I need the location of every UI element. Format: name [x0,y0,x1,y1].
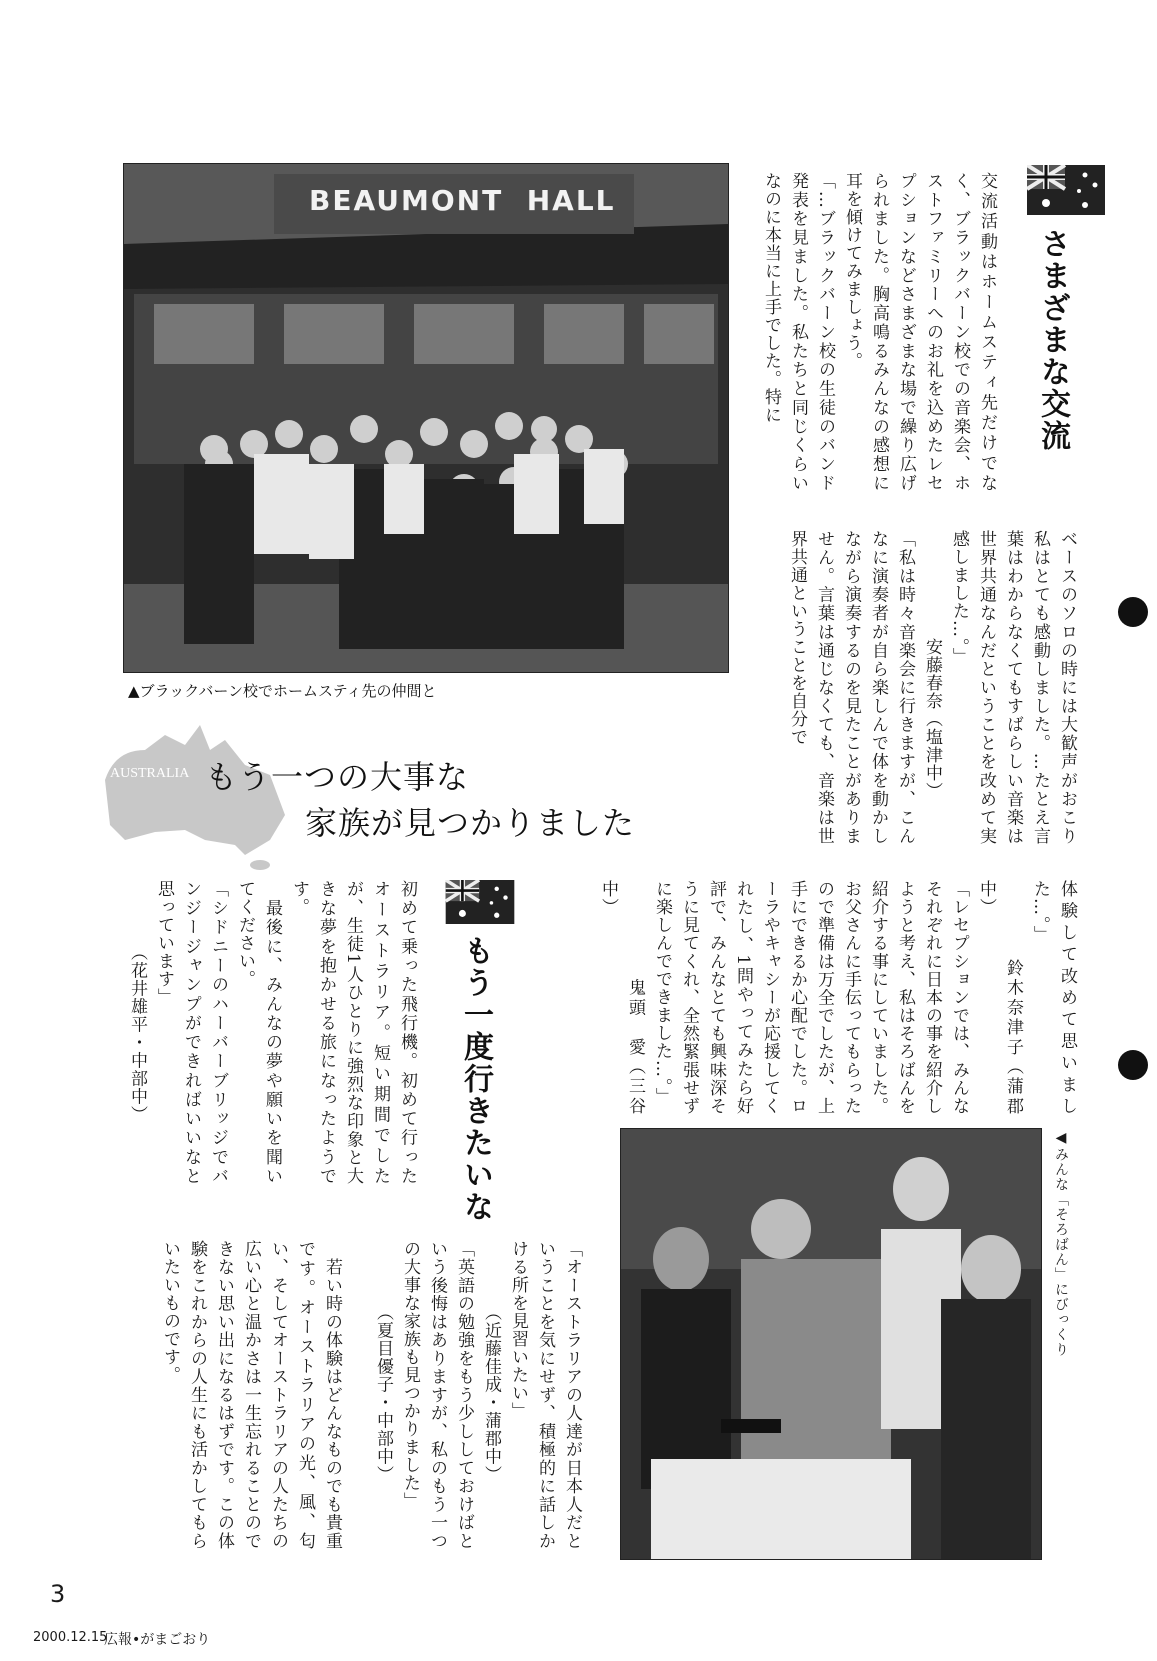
section1-column-2: ベースのソロの時には大歓声がおこり私はとても感動しました。…たとえ言葉はわからなくてもすばらしい音楽は世界共通なんだということを改めて実感しました…。」 安藤春奈（塩津中） 「私は時々音楽会に行きますが、こんなに演奏者が自ら楽しんで体を動かしながら演奏するのを見たことがありません。言葉は通じなくても、音楽は世界共通ということを自分で [787,530,1077,845]
publication-name: 広報•がまごおり [104,1632,211,1648]
page-number: 3 [50,1580,66,1608]
group-photo-image [124,164,728,672]
section2-headline: もう一度行きたいな [458,935,493,1223]
soroban-photo-image [621,1129,1041,1559]
section1-column-1: 交流活動はホームスティ先だけでなく、ブラックバーン校での音楽会、ホストファミリーへのお礼を込めたレセプションなどさまざまな場で繰り広げられました。胸高鳴るみんなの感想に耳を傾けてみましょう。 「…ブラックバーン校の生徒のバンド発表を見ました。私たちと同じくらいなのに本当に上手でした。特に [761,172,997,492]
section2-column-2: 若い時の体験はどんなものでも貴重です。オーストラリアの光、風、匂い、そしてオーストラリアの人たちの広い心と温かさは一生忘れることのできない思い出になるはずです。この体験をこれからの人生にも活かしてもらいたいものです。 [160,1240,342,1550]
banner-title-line-2: 家族が見つかりました [305,804,636,842]
issue-date: 2000.12.15 [33,1630,108,1645]
binder-hole [1118,1050,1148,1080]
soroban-photo-caption: ◀みんな「そろばん」にびっくり [1053,1130,1069,1357]
section1-column-4: 「オーストラリアの人達が日本人だということを気にせず、積極的に話しかける所を見習いたい」 （近藤佳成・蒲郡中） 「英語の勉強をもう少ししておけばという後悔はありますが、私のもう一つの大事な家族も見つかりました」 （夏目優子・中部中） [373,1240,582,1550]
australia-flag-icon [1027,165,1105,219]
banner-title-line-1: もう一つの大事な [205,758,470,796]
australia-flag-icon [445,880,515,928]
binder-hole [1118,597,1148,627]
australia-map-banner [85,720,636,870]
section1-headline: さまざまな交流 [1035,228,1070,452]
group-photo [123,163,729,673]
section1-column-3: 体験して改めて思いました…。」 鈴木奈津子（蒲郡中） 「レセプションでは、みんなそれぞれに日本の事を紹介しようと考え、私はそろばんを紹介する事にしていました。お父さんに手伝ってもらったので準備は万全でしたが、上手にできるか心配でした。ローラやキャシーが応援してくれたし、1問やってみたら好評で、みんなとても興味深そうに見てくれ、全然緊張せずに楽しんでできました…。」 鬼頭 愛（三谷中） [598,880,1077,1115]
australia-map-label: AUSTRALIA [110,766,190,781]
section2-column-1: 初めて乗った飛行機。初めて行ったオーストラリア。短い期間でしたが、生徒1人ひとりに強烈な印象と大きな夢を抱かせる旅になったようです。 最後に、みんなの夢や願いを聞いてください。 「シドニーのハーバーブリッジでバンジージャンプができればいいなと思っています」 （花井雄平・中部中） [127,880,417,1185]
group-photo-caption: ▲ブラックバーン校でホームスティ先の仲間と [128,682,437,700]
beaumont-hall-sign: BEAUMONT HALL [309,184,616,217]
soroban-photo [620,1128,1042,1560]
